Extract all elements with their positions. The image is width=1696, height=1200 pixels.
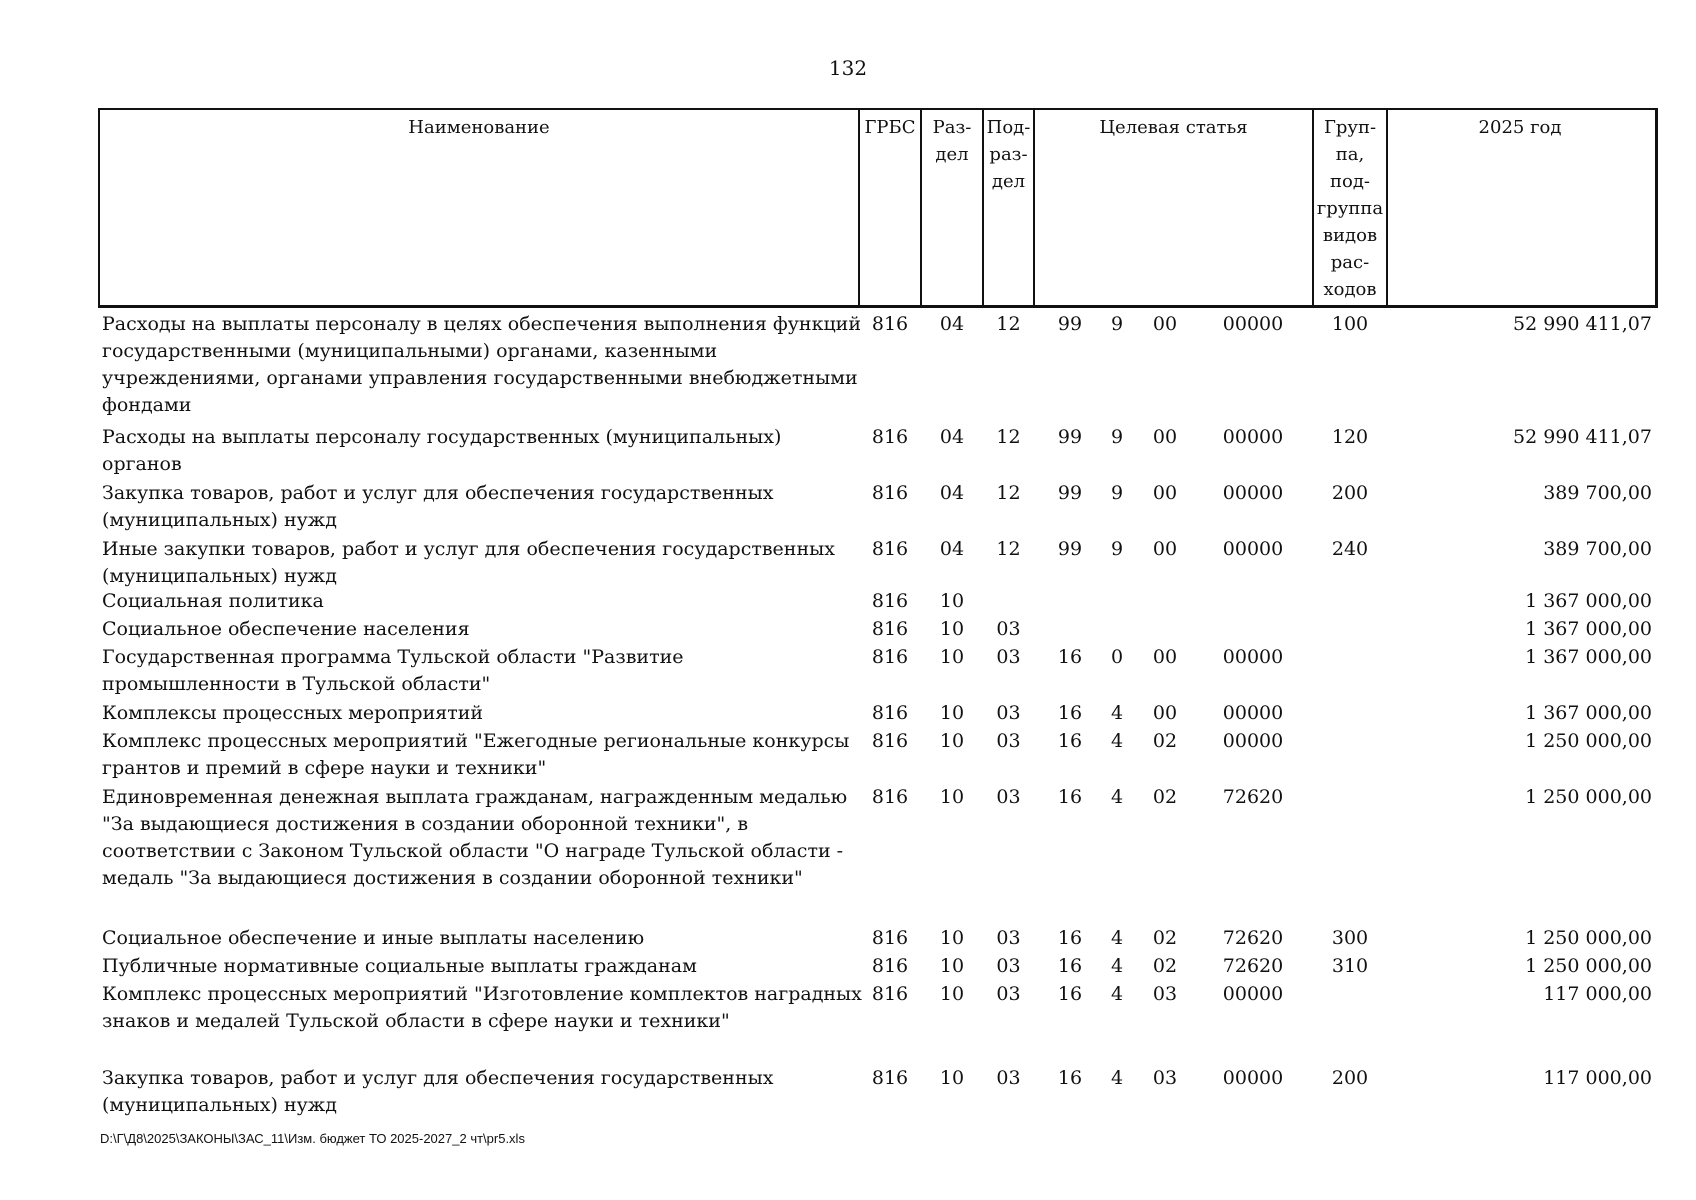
row-amount: 1 250 000,00 (1525, 927, 1652, 949)
row-cs-type: 0 (1110, 646, 1124, 668)
row-cs-type: 4 (1110, 927, 1124, 949)
row-amount: 1 367 000,00 (1525, 618, 1652, 640)
row-razdel: 04 (939, 313, 965, 335)
row-podrazdel: 12 (996, 538, 1021, 560)
row-cs-element: 02 (1152, 955, 1178, 977)
row-grbs: 816 (871, 786, 909, 808)
row-cs-program: 99 (1057, 313, 1083, 335)
row-name: Комплекс процессных мероприятий "Изготовление комплектов наградных знаков и медалей Тульской области в сфере науки и техники" (102, 983, 862, 1032)
row-cs-type: 4 (1110, 983, 1124, 1005)
row-grbs: 816 (871, 590, 909, 612)
page-number: 132 (828, 56, 868, 80)
row-name: Социальное обеспечение и иные выплаты населению (102, 927, 645, 949)
row-name: Расходы на выплаты персоналу в целях обеспечения выполнения функций государственными (муниципальными) органами, казенными учреждениями, органами управления государственными внебюджетными фондами (102, 313, 862, 416)
header-celevaya-statya: Целевая статья (1099, 117, 1248, 138)
row-name: Закупка товаров, работ и услуг для обеспечения государственных (муниципальных) нужд (102, 482, 774, 531)
row-cs-direction: 00000 (1222, 983, 1284, 1005)
row-vid-rashodov: 200 (1331, 1067, 1369, 1089)
row-cs-direction: 00000 (1222, 1067, 1284, 1089)
row-name: Комплекс процессных мероприятий "Ежегодные региональные конкурсы грантов и премий в сфере науки и техники" (102, 730, 850, 779)
row-cs-direction: 72620 (1222, 927, 1284, 949)
row-cs-program: 99 (1057, 426, 1083, 448)
row-cs-element: 02 (1152, 786, 1178, 808)
row-grbs: 816 (871, 618, 909, 640)
row-podrazdel: 03 (996, 983, 1021, 1005)
row-cs-program: 16 (1057, 786, 1083, 808)
row-razdel: 04 (939, 538, 965, 560)
row-grbs: 816 (871, 538, 909, 560)
row-cs-direction: 72620 (1222, 786, 1284, 808)
row-podrazdel: 12 (996, 426, 1021, 448)
row-cs-element: 00 (1152, 538, 1178, 560)
row-vid-rashodov: 310 (1331, 955, 1369, 977)
row-amount: 117 000,00 (1543, 983, 1652, 1005)
row-razdel: 10 (939, 618, 965, 640)
row-cs-program: 99 (1057, 482, 1083, 504)
row-podrazdel: 12 (996, 313, 1021, 335)
row-cs-direction: 00000 (1222, 646, 1284, 668)
row-grbs: 816 (871, 955, 909, 977)
row-vid-rashodov: 240 (1331, 538, 1369, 560)
row-cs-program: 16 (1057, 983, 1083, 1005)
row-grbs: 816 (871, 927, 909, 949)
row-cs-direction: 00000 (1222, 730, 1284, 752)
row-name: Закупка товаров, работ и услуг для обеспечения государственных (муниципальных) нужд (102, 1067, 774, 1116)
row-cs-element: 03 (1152, 983, 1178, 1005)
row-cs-element: 00 (1152, 426, 1178, 448)
row-cs-program: 16 (1057, 646, 1083, 668)
row-podrazdel: 03 (996, 927, 1021, 949)
row-amount: 389 700,00 (1543, 538, 1652, 560)
row-cs-direction: 00000 (1222, 426, 1284, 448)
row-razdel: 10 (939, 786, 965, 808)
row-grbs: 816 (871, 730, 909, 752)
row-cs-direction: 00000 (1222, 538, 1284, 560)
row-grbs: 816 (871, 983, 909, 1005)
header-name: Наименование (408, 117, 550, 138)
row-cs-element: 00 (1152, 646, 1178, 668)
row-name: Комплексы процессных мероприятий (102, 702, 484, 724)
row-grbs: 816 (871, 313, 909, 335)
footer-file-path: D:\Г\Д8\2025\ЗАКОНЫ\ЗАС_11\Изм. бюджет ТО 2025-2027_2 чт\pr5.xls (100, 1131, 525, 1146)
row-cs-program: 16 (1057, 1067, 1083, 1089)
row-cs-program: 99 (1057, 538, 1083, 560)
row-cs-element: 00 (1152, 482, 1178, 504)
row-amount: 1 367 000,00 (1525, 646, 1652, 668)
row-podrazdel: 12 (996, 482, 1021, 504)
row-cs-element: 03 (1152, 1067, 1178, 1089)
header-podrazdel: Под- раз- дел (986, 117, 1031, 192)
row-cs-element: 02 (1152, 730, 1178, 752)
row-razdel: 10 (939, 646, 965, 668)
row-amount: 389 700,00 (1543, 482, 1652, 504)
row-cs-type: 4 (1110, 702, 1124, 724)
row-cs-direction: 00000 (1222, 313, 1284, 335)
row-cs-type: 4 (1110, 730, 1124, 752)
row-vid-rashodov: 200 (1331, 482, 1369, 504)
row-amount: 117 000,00 (1543, 1067, 1652, 1089)
row-podrazdel: 03 (996, 1067, 1021, 1089)
row-cs-element: 00 (1152, 702, 1178, 724)
row-vid-rashodov: 100 (1331, 313, 1369, 335)
row-grbs: 816 (871, 482, 909, 504)
row-podrazdel: 03 (996, 955, 1021, 977)
header-year: 2025 год (1478, 117, 1562, 138)
row-cs-type: 9 (1110, 313, 1124, 335)
row-amount: 1 367 000,00 (1525, 702, 1652, 724)
row-name: Расходы на выплаты персоналу государственных (муниципальных) органов (102, 426, 782, 475)
row-razdel: 10 (939, 983, 965, 1005)
row-grbs: 816 (871, 426, 909, 448)
row-podrazdel: 03 (996, 730, 1021, 752)
row-grbs: 816 (871, 702, 909, 724)
row-name: Социальное обеспечение населения (102, 618, 470, 640)
row-cs-program: 16 (1057, 955, 1083, 977)
row-vid-rashodov: 120 (1331, 426, 1369, 448)
row-podrazdel: 03 (996, 786, 1021, 808)
row-amount: 1 250 000,00 (1525, 786, 1652, 808)
row-cs-type: 9 (1110, 426, 1124, 448)
row-name: Единовременная денежная выплата гражданам, награжденным медалью "За выдающиеся достижения в создании оборонной техники", в соответствии с Законом Тульской области "О награде Тульской области - медаль "За выдающиеся достижения в создании оборонной техники" (102, 786, 848, 889)
row-amount: 52 990 411,07 (1512, 426, 1652, 448)
row-razdel: 04 (939, 426, 965, 448)
row-razdel: 10 (939, 955, 965, 977)
row-amount: 1 250 000,00 (1525, 955, 1652, 977)
row-razdel: 10 (939, 1067, 965, 1089)
row-podrazdel: 03 (996, 702, 1021, 724)
header-razdel: Раз- дел (932, 117, 972, 165)
row-cs-type: 4 (1110, 1067, 1124, 1089)
row-razdel: 10 (939, 927, 965, 949)
row-cs-element: 02 (1152, 927, 1178, 949)
row-amount: 1 367 000,00 (1525, 590, 1652, 612)
row-cs-type: 4 (1110, 786, 1124, 808)
row-podrazdel: 03 (996, 618, 1021, 640)
row-name: Социальная политика (102, 590, 324, 612)
row-vid-rashodov: 300 (1331, 927, 1369, 949)
row-name: Публичные нормативные социальные выплаты гражданам (102, 955, 697, 977)
row-razdel: 10 (939, 730, 965, 752)
row-cs-program: 16 (1057, 730, 1083, 752)
row-cs-type: 4 (1110, 955, 1124, 977)
row-cs-program: 16 (1057, 927, 1083, 949)
row-name: Государственная программа Тульской области "Развитие промышленности в Тульской области" (102, 646, 684, 695)
row-razdel: 04 (939, 482, 965, 504)
row-cs-type: 9 (1110, 482, 1124, 504)
table-header (98, 108, 1658, 308)
header-grbs: ГРБС (864, 117, 916, 138)
row-grbs: 816 (871, 646, 909, 668)
row-name: Иные закупки товаров, работ и услуг для обеспечения государственных (муниципальных) нужд (102, 538, 835, 587)
row-cs-direction: 00000 (1222, 702, 1284, 724)
row-cs-direction: 00000 (1222, 482, 1284, 504)
row-cs-direction: 72620 (1222, 955, 1284, 977)
header-gruppa-vidov-rashodov: Груп- па, под- группа видов рас- ходов (1316, 117, 1384, 300)
row-amount: 52 990 411,07 (1512, 313, 1652, 335)
row-razdel: 10 (939, 590, 965, 612)
row-amount: 1 250 000,00 (1525, 730, 1652, 752)
row-cs-element: 00 (1152, 313, 1178, 335)
row-grbs: 816 (871, 1067, 909, 1089)
row-razdel: 10 (939, 702, 965, 724)
row-cs-type: 9 (1110, 538, 1124, 560)
row-podrazdel: 03 (996, 646, 1021, 668)
row-cs-program: 16 (1057, 702, 1083, 724)
